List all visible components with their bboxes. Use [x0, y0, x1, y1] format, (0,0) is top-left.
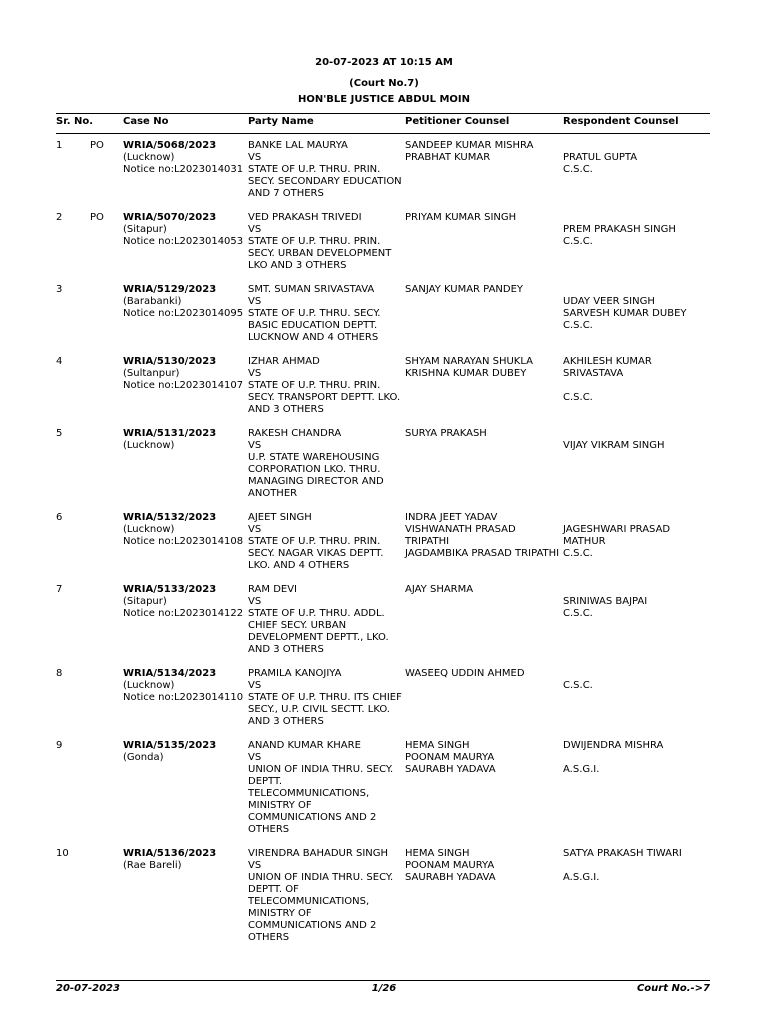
petitioner-counsel-line: HEMA SINGH	[405, 740, 470, 751]
party-name-line: VED PRAKASH TRIVEDI	[248, 212, 362, 223]
petitioner-counsel-line: SHYAM NARAYAN SHUKLA	[405, 356, 533, 367]
respondent-counsel-cell	[563, 284, 710, 356]
respondent-counsel-cell	[563, 584, 710, 668]
party-name-line: VS	[248, 152, 262, 163]
case-cell	[123, 212, 248, 284]
notice-number: Notice no:L2023014095	[123, 308, 244, 319]
party-name-line: STATE OF U.P. THRU. PRIN.	[248, 164, 381, 175]
petitioner-counsel-line: POONAM MAURYA	[405, 752, 495, 763]
respondent-counsel-line: C.S.C.	[563, 548, 593, 559]
listing-tag	[90, 848, 123, 956]
petitioner-counsel-line: PRABHAT KUMAR	[405, 152, 491, 163]
respondent-counsel-line: C.S.C.	[563, 680, 593, 691]
respondent-counsel-line	[563, 284, 710, 296]
respondent-counsel-cell	[563, 668, 710, 740]
party-name-line: SECY. TRANSPORT DEPTT. LKO.	[248, 392, 401, 403]
party-name-line: RAM DEVI	[248, 584, 297, 595]
respondent-counsel-line: SATYA PRAKASH TIWARI	[563, 848, 682, 859]
case-district: (Sultanpur)	[123, 368, 180, 379]
serial-number: 2	[56, 212, 63, 223]
table-row	[56, 668, 710, 740]
table-row	[56, 284, 710, 356]
party-name-cell	[248, 512, 405, 584]
respondent-counsel-line: AKHILESH KUMAR	[563, 356, 652, 367]
petitioner-counsel-line: HEMA SINGH	[405, 848, 470, 859]
party-name-line: UNION OF INDIA THRU. SECY.	[248, 872, 394, 883]
party-name-line: VS	[248, 752, 262, 763]
respondent-counsel-line: C.S.C.	[563, 392, 593, 403]
case-district: (Lucknow)	[123, 680, 175, 691]
respondent-counsel-line: C.S.C.	[563, 236, 593, 247]
notice-number: Notice no:L2023014108	[123, 536, 244, 547]
respondent-counsel-line: PRATUL GUPTA	[563, 152, 638, 163]
col-header-petitioner-counsel: Petitioner Counsel	[405, 116, 510, 127]
party-name-line: DEPTT. OF	[248, 884, 299, 895]
party-name-line: ANOTHER	[248, 488, 298, 499]
respondent-counsel-line: MATHUR	[563, 536, 606, 547]
table-row	[56, 428, 710, 512]
respondent-counsel-cell	[563, 212, 710, 284]
case-number: WRIA/5130/2023	[123, 356, 217, 367]
case-district: (Gonda)	[123, 752, 164, 763]
respondent-counsel-cell	[563, 848, 710, 956]
respondent-counsel-line	[563, 140, 710, 152]
respondent-counsel-line: SARVESH KUMAR DUBEY	[563, 308, 687, 319]
petitioner-counsel-line: PRIYAM KUMAR SINGH	[405, 212, 517, 223]
case-number: WRIA/5135/2023	[123, 740, 217, 751]
party-name-line: MINISTRY OF	[248, 908, 312, 919]
notice-number: Notice no:L2023014122	[123, 608, 244, 619]
party-name-line: DEPTT.	[248, 776, 283, 787]
hearing-date-time: 20-07-2023 AT 10:15 AM	[315, 57, 453, 68]
party-name-line: AND 3 OTHERS	[248, 404, 324, 415]
cause-list-table	[56, 116, 710, 956]
respondent-counsel-line: DWIJENDRA MISHRA	[563, 740, 664, 751]
respondent-counsel-line: PREM PRAKASH SINGH	[563, 224, 676, 235]
case-cell	[123, 584, 248, 668]
petitioner-counsel-cell	[405, 428, 563, 512]
serial-number: 6	[56, 512, 63, 523]
serial-number: 5	[56, 428, 63, 439]
petitioner-counsel-line: JAGDAMBIKA PRASAD TRIPATHI	[405, 548, 560, 559]
respondent-counsel-cell	[563, 133, 710, 212]
case-district: (Rae Bareli)	[123, 860, 182, 871]
respondent-counsel-line: UDAY VEER SINGH	[563, 296, 655, 307]
serial-number: 9	[56, 740, 63, 751]
party-name-line: SECY. NAGAR VIKAS DEPTT.	[248, 548, 384, 559]
respondent-counsel-line: SRIVASTAVA	[563, 368, 624, 379]
petitioner-counsel-line: SAURABH YADAVA	[405, 872, 496, 883]
party-name-line: VIRENDRA BAHADUR SINGH	[248, 848, 389, 859]
petitioner-counsel-cell	[405, 584, 563, 668]
respondent-counsel-line: C.S.C.	[563, 320, 593, 331]
serial-number: 10	[56, 848, 69, 859]
case-district: (Sitapur)	[123, 224, 167, 235]
footer-court-number: Court No.->7	[636, 983, 710, 994]
petitioner-counsel-cell	[405, 284, 563, 356]
case-cell	[123, 512, 248, 584]
party-name-cell	[248, 133, 405, 212]
party-name-cell	[248, 668, 405, 740]
party-name-line: MANAGING DIRECTOR AND	[248, 476, 384, 487]
col-header-party-name: Party Name	[248, 116, 314, 127]
case-cell	[123, 668, 248, 740]
petitioner-counsel-cell	[405, 133, 563, 212]
table-row	[56, 848, 710, 956]
cause-list-rows	[56, 133, 710, 956]
party-name-line: STATE OF U.P. THRU. ADDL.	[248, 608, 385, 619]
party-name-line: OTHERS	[248, 932, 290, 943]
notice-number: Notice no:L2023014031	[123, 164, 244, 175]
listing-tag	[90, 668, 123, 740]
party-name-line: CORPORATION LKO. THRU.	[248, 464, 381, 475]
listing-tag: PO	[90, 212, 104, 223]
case-cell	[123, 848, 248, 956]
case-district: (Sitapur)	[123, 596, 167, 607]
party-name-line: SECY. URBAN DEVELOPMENT	[248, 248, 392, 259]
party-name-line: UNION OF INDIA THRU. SECY.	[248, 764, 394, 775]
footer-rule	[56, 980, 710, 981]
serial-number: 8	[56, 668, 63, 679]
case-number: WRIA/5070/2023	[123, 212, 217, 223]
table-row	[56, 740, 710, 848]
party-name-line: PRAMILA KANOJIYA	[248, 668, 342, 679]
party-name-line: STATE OF U.P. THRU. ITS CHIEF	[248, 692, 402, 703]
party-name-line: VS	[248, 860, 262, 871]
petitioner-counsel-line: INDRA JEET YADAV	[405, 512, 498, 523]
respondent-counsel-line: A.S.G.I.	[563, 764, 600, 775]
petitioner-counsel-line: KRISHNA KUMAR DUBEY	[405, 368, 527, 379]
respondent-counsel-line: A.S.G.I.	[563, 872, 600, 883]
petitioner-counsel-line: SANJAY KUMAR PANDEY	[405, 284, 524, 295]
party-name-line: COMMUNICATIONS AND 2	[248, 920, 377, 931]
notice-number: Notice no:L2023014107	[123, 380, 244, 391]
party-name-line: OTHERS	[248, 824, 290, 835]
col-header-sr-no: Sr. No.	[56, 116, 94, 127]
party-name-line: AJEET SINGH	[248, 512, 312, 523]
party-name-line: VS	[248, 524, 262, 535]
justice-name: HON'BLE JUSTICE ABDUL MOIN	[297, 94, 471, 105]
petitioner-counsel-line: VISHWANATH PRASAD	[405, 524, 516, 535]
party-name-line: IZHAR AHMAD	[248, 356, 320, 367]
party-name-line: ANAND KUMAR KHARE	[248, 740, 361, 751]
party-name-line: AND 3 OTHERS	[248, 644, 324, 655]
respondent-counsel-line: C.S.C.	[563, 164, 593, 175]
respondent-counsel-cell	[563, 428, 710, 512]
case-cell	[123, 284, 248, 356]
party-name-line: VS	[248, 368, 262, 379]
footer-page-number: 1/26	[371, 983, 397, 994]
party-name-line: COMMUNICATIONS AND 2	[248, 812, 377, 823]
party-name-line: DEVELOPMENT DEPTT., LKO.	[248, 632, 389, 643]
party-name-line: SECY. SECONDARY EDUCATION	[248, 176, 402, 187]
party-name-line: VS	[248, 224, 262, 235]
respondent-counsel-line	[563, 428, 710, 440]
party-name-line: VS	[248, 296, 262, 307]
serial-number: 3	[56, 284, 63, 295]
respondent-counsel-line	[563, 512, 710, 524]
respondent-counsel-line	[563, 584, 710, 596]
table-header-row	[56, 116, 710, 133]
table-row	[56, 512, 710, 584]
petitioner-counsel-line: SAURABH YADAVA	[405, 764, 496, 775]
listing-tag	[90, 356, 123, 428]
case-cell	[123, 356, 248, 428]
table-row	[56, 133, 710, 212]
notice-number: Notice no:L2023014053	[123, 236, 244, 247]
party-name-line: MINISTRY OF	[248, 800, 312, 811]
col-header-case-no: Case No	[123, 116, 169, 127]
respondent-counsel-line	[563, 860, 710, 872]
petitioner-counsel-cell	[405, 356, 563, 428]
party-name-line: BANKE LAL MAURYA	[248, 140, 348, 151]
party-name-line: LUCKNOW AND 4 OTHERS	[248, 332, 379, 343]
table-row	[56, 212, 710, 284]
petitioner-counsel-line: TRIPATHI	[405, 536, 450, 547]
petitioner-counsel-cell	[405, 668, 563, 740]
case-number: WRIA/5136/2023	[123, 848, 217, 859]
respondent-counsel-cell	[563, 512, 710, 584]
respondent-counsel-line: SRINIWAS BAJPAI	[563, 596, 648, 607]
party-name-line: U.P. STATE WAREHOUSING	[248, 452, 380, 463]
petitioner-counsel-line: SURYA PRAKASH	[405, 428, 487, 439]
petitioner-counsel-cell	[405, 212, 563, 284]
notice-number: Notice no:L2023014110	[123, 692, 244, 703]
party-name-line: LKO AND 3 OTHERS	[248, 260, 347, 271]
respondent-counsel-line	[563, 380, 710, 392]
party-name-line: VS	[248, 680, 262, 691]
serial-number: 1	[56, 140, 63, 151]
case-number: WRIA/5132/2023	[123, 512, 217, 523]
petitioner-counsel-cell	[405, 848, 563, 956]
respondent-counsel-line	[563, 752, 710, 764]
case-cell	[123, 740, 248, 848]
header-top-rule	[56, 113, 710, 114]
listing-tag	[90, 284, 123, 356]
case-number: WRIA/5134/2023	[123, 668, 217, 679]
serial-number: 7	[56, 584, 63, 595]
party-name-line: AND 7 OTHERS	[248, 188, 324, 199]
petitioner-counsel-line: WASEEQ UDDIN AHMED	[405, 668, 525, 679]
party-name-line: SMT. SUMAN SRIVASTAVA	[248, 284, 375, 295]
case-district: (Barabanki)	[123, 296, 182, 307]
listing-tag	[90, 740, 123, 848]
listing-tag	[90, 584, 123, 668]
footer-date: 20-07-2023	[56, 983, 120, 994]
listing-tag	[90, 512, 123, 584]
serial-number: 4	[56, 356, 63, 367]
case-number: WRIA/5133/2023	[123, 584, 217, 595]
respondent-counsel-line: VIJAY VIKRAM SINGH	[563, 440, 665, 451]
table-row	[56, 356, 710, 428]
party-name-line: TELECOMMUNICATIONS,	[248, 896, 370, 907]
table-row	[56, 584, 710, 668]
party-name-line: STATE OF U.P. THRU. PRIN.	[248, 380, 381, 391]
case-number: WRIA/5129/2023	[123, 284, 217, 295]
party-name-cell	[248, 212, 405, 284]
respondent-counsel-line	[563, 668, 710, 680]
party-name-cell	[248, 584, 405, 668]
party-name-line: VS	[248, 596, 262, 607]
party-name-line: SECY., U.P. CIVIL SECTT. LKO.	[248, 704, 390, 715]
party-name-line: RAKESH CHANDRA	[248, 428, 342, 439]
petitioner-counsel-line: POONAM MAURYA	[405, 860, 495, 871]
party-name-line: BASIC EDUCATION DEPTT.	[248, 320, 378, 331]
case-district: (Lucknow)	[123, 440, 175, 451]
petitioner-counsel-cell	[405, 740, 563, 848]
party-name-cell	[248, 848, 405, 956]
party-name-line: TELECOMMUNICATIONS,	[248, 788, 370, 799]
party-name-line: LKO. AND 4 OTHERS	[248, 560, 350, 571]
case-number: WRIA/5131/2023	[123, 428, 217, 439]
respondent-counsel-cell	[563, 356, 710, 428]
case-cell	[123, 133, 248, 212]
case-cell	[123, 428, 248, 512]
party-name-line: STATE OF U.P. THRU. PRIN.	[248, 536, 381, 547]
petitioner-counsel-line: AJAY SHARMA	[405, 584, 474, 595]
respondent-counsel-cell	[563, 740, 710, 848]
party-name-cell	[248, 356, 405, 428]
case-number: WRIA/5068/2023	[123, 140, 217, 151]
listing-tag	[90, 428, 123, 512]
petitioner-counsel-cell	[405, 512, 563, 584]
party-name-line: STATE OF U.P. THRU. SECY.	[248, 308, 381, 319]
respondent-counsel-line	[563, 212, 710, 224]
col-header-respondent-counsel: Respondent Counsel	[563, 116, 679, 127]
listing-tag: PO	[90, 140, 104, 151]
party-name-line: CHIEF SECY. URBAN	[248, 620, 347, 631]
party-name-line: VS	[248, 440, 262, 451]
party-name-cell	[248, 428, 405, 512]
court-number: (Court No.7)	[349, 78, 419, 89]
party-name-line: AND 3 OTHERS	[248, 716, 324, 727]
party-name-line: STATE OF U.P. THRU. PRIN.	[248, 236, 381, 247]
party-name-cell	[248, 284, 405, 356]
respondent-counsel-line: JAGESHWARI PRASAD	[563, 524, 671, 535]
case-district: (Lucknow)	[123, 152, 175, 163]
respondent-counsel-line: C.S.C.	[563, 608, 593, 619]
party-name-cell	[248, 740, 405, 848]
petitioner-counsel-line: SANDEEP KUMAR MISHRA	[405, 140, 534, 151]
case-district: (Lucknow)	[123, 524, 175, 535]
